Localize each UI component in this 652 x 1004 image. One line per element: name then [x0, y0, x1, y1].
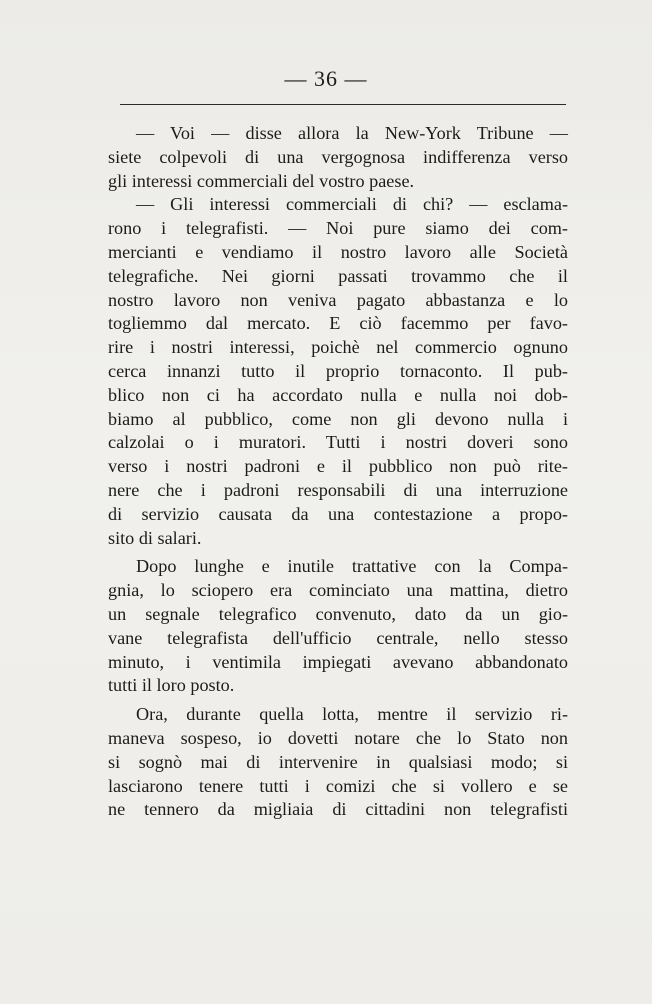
text-line: Ora, durante quella lotta, mentre il servizio ri- [136, 704, 568, 725]
paragraph [108, 122, 568, 193]
text-line: sito di salari. [108, 527, 202, 548]
text-line: nostro lavoro non veniva pagato abbastanza e lo [108, 289, 568, 310]
text-line: un segnale telegrafico convenuto, dato da un gio- [108, 603, 568, 624]
paragraph [108, 555, 568, 698]
text-line: verso i nostri padroni e il pubblico non può rite- [108, 456, 568, 477]
text-line: biamo al pubblico, come non gli devono nulla i [108, 408, 568, 429]
text-line: si sognò mai di intervenire in qualsiasi modo; si [108, 751, 568, 772]
text-line: rono i telegrafisti. — Noi pure siamo dei com- [108, 218, 568, 239]
text-line: togliemmo dal mercato. E ciò facemmo per favo- [108, 313, 568, 334]
text-line: minuto, i ventimila impiegati avevano abbandonato [108, 651, 568, 672]
text-line: cerca innanzi tutto il proprio tornaconto. Il pub- [108, 360, 568, 381]
text-line: telegrafiche. Nei giorni passati trovammo che il [108, 265, 568, 286]
paragraph [108, 193, 568, 550]
page-number: — 36 — [284, 66, 368, 91]
text-line: Dopo lunghe e inutile trattative con la Compa- [136, 556, 568, 577]
text-line: vane telegrafista dell'ufficio centrale, nello stesso [108, 627, 568, 648]
text-line: tutti il loro posto. [108, 675, 235, 696]
text-line: siete colpevoli di una vergognosa indifferenza verso [108, 146, 568, 167]
text-line: calzolai o i muratori. Tutti i nostri doveri sono [108, 432, 568, 453]
text-line: rire i nostri interessi, poichè nel commercio ognuno [108, 337, 568, 358]
text-line: nere che i padroni responsabili di una interruzione [108, 479, 568, 500]
paragraph [108, 703, 568, 822]
text-line: blico non ci ha accordato nulla e nulla noi dob- [108, 384, 568, 405]
text-line: gli interessi commerciali del vostro paese. [108, 170, 415, 191]
text-line: mercianti e vendiamo il nostro lavoro alle Società [108, 241, 568, 262]
body-text [108, 122, 568, 822]
text-line: lasciarono tenere tutti i comizi che si vollero e se [108, 775, 568, 796]
header-rule [120, 104, 566, 105]
text-line: maneva sospeso, io dovetti notare che lo Stato non [108, 727, 568, 748]
text-line: di servizio causata da una contestazione a propo- [108, 503, 568, 524]
text-line: — Gli interessi commerciali di chi? — esclama- [136, 194, 568, 215]
text-line: gnia, lo sciopero era cominciato una mattina, dietro [108, 580, 568, 601]
text-line: — Voi — disse allora la New-York Tribune — [136, 123, 568, 143]
text-line: ne tennero da migliaia di cittadini non telegrafisti [108, 799, 568, 820]
